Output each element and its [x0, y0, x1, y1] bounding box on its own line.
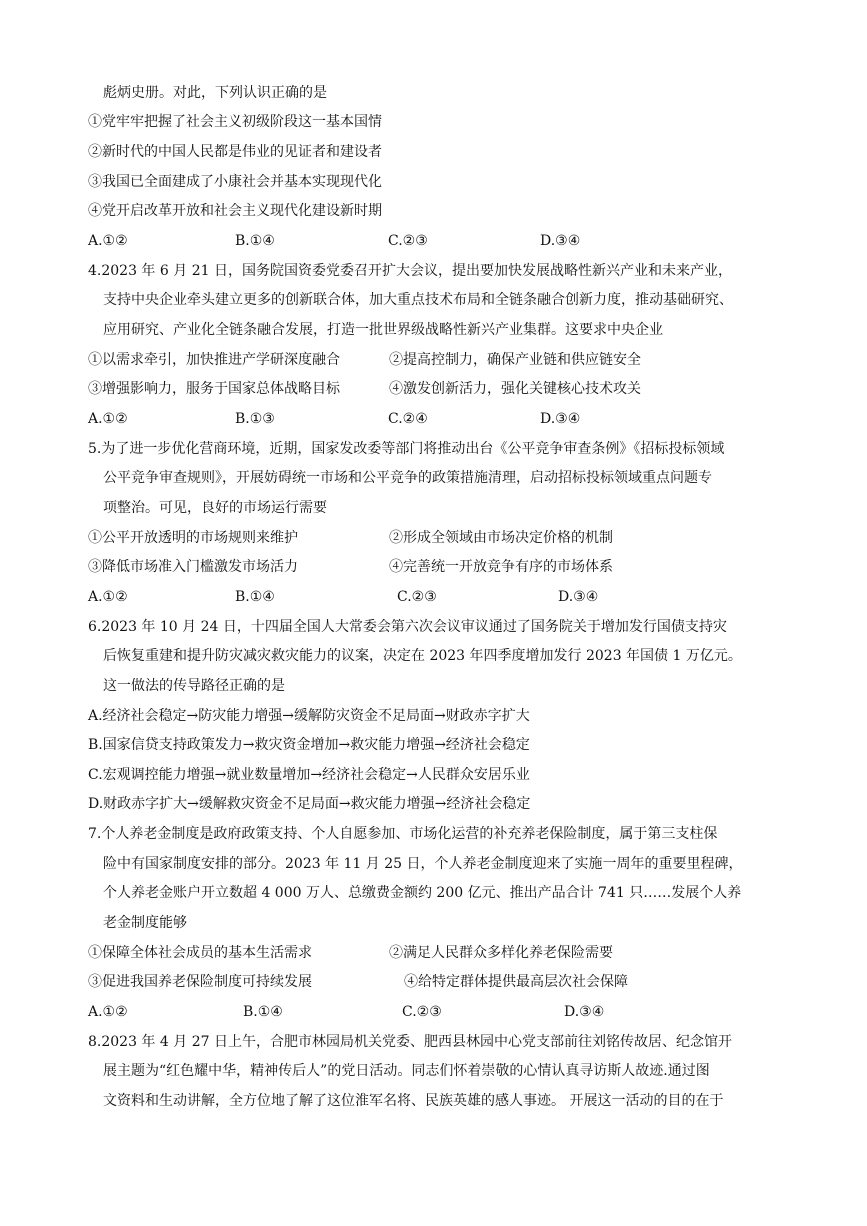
q5-option-b: B.①④	[235, 589, 275, 605]
q7-stem-line-3: 个人养老金账户开立数超 4 000 万人、总缴费金额约 200 亿元、推出产品合计 741 只……发展个人养	[103, 885, 742, 901]
q6-choice-d: D.财政赤字扩大→缓解救灾资金不足局面→救灾能力增强→经济社会稳定	[88, 796, 531, 812]
q7-item-3: ③促进我国养老保险制度可持续发展	[88, 974, 312, 990]
q5-item-4: ④完善统一开放竞争有序的市场体系	[389, 559, 613, 575]
q7-option-c: C.②③	[402, 1004, 442, 1020]
q6-choice-a: A.经济社会稳定→防灾能力增强→缓解防灾资金不足局面→财政赤字扩大	[88, 708, 530, 724]
q4-stem-line-3: 应用研究、产业化全链条融合发展，打造一批世界级战略性新兴产业集群。这要求中央企业	[103, 322, 663, 338]
q6-choice-b: B.国家信贷支持政策发力→救灾资金增加→救灾能力增强→经济社会稳定	[88, 737, 530, 753]
q7-option-d: D.③④	[564, 1004, 605, 1020]
q3-option-b: B.①④	[235, 233, 275, 249]
q3-item-3: ③我国已全面建成了小康社会并基本实现现代化	[88, 174, 382, 190]
q4-item-4: ④激发创新活力，强化关键核心技术攻关	[389, 381, 641, 397]
q4-option-b: B.①③	[235, 411, 275, 427]
q4-item-1: ①以需求牵引，加快推进产学研深度融合	[88, 352, 340, 368]
q5-option-c: C.②③	[397, 589, 437, 605]
q3-item-1: ①党牢牢把握了社会主义初级阶段这一基本国情	[88, 114, 382, 130]
q8-stem-line-3: 文资料和生动讲解，全方位地了解了这位淮军名将、民族英雄的感人事迹。 开展这一活动的目的在于	[103, 1093, 724, 1109]
q3-option-c: C.②③	[388, 233, 428, 249]
q3-item-4: ④党开启改革开放和社会主义现代化建设新时期	[88, 203, 382, 219]
q5-stem-line-1: 5.为了进一步优化营商环境，近期，国家发改委等部门将推动出台《公平竞争审查条例》《招标投标领域	[88, 441, 725, 457]
q6-stem-line-2: 后恢复重建和提升防灾减灾救灾能力的议案，决定在 2023 年四季度增加发行 2023 年国债 1 万亿元。	[103, 648, 742, 664]
q7-option-a: A.①②	[88, 1004, 128, 1020]
q7-item-4: ④给特定群体提供最高层次社会保障	[404, 974, 628, 990]
q5-item-3: ③降低市场准入门槛激发市场活力	[88, 559, 298, 575]
q5-item-1: ①公平开放透明的市场规则来维护	[88, 530, 298, 546]
q4-option-a: A.①②	[88, 411, 128, 427]
q4-item-2: ②提高控制力，确保产业链和供应链安全	[389, 352, 641, 368]
q7-stem-line-4: 老金制度能够	[103, 915, 187, 931]
q8-stem-line-1: 8.2023 年 4 月 27 日上午，合肥市林园局机关党委、肥西县林园中心党支部前往刘铭传故居、纪念馆开	[88, 1034, 732, 1050]
q6-choice-c: C.宏观调控能力增强→就业数量增加→经济社会稳定→人民群众安居乐业	[88, 767, 530, 783]
q3-option-d: D.③④	[540, 233, 581, 249]
q8-stem-line-2: 展主题为“红色耀中华，精神传后人”的党日活动。同志们怀着崇敬的心情认真寻访斯人故迹.通过图	[103, 1063, 710, 1079]
q7-stem-line-2: 险中有国家制度安排的部分。2023 年 11 月 25 日，个人养老金制度迎来了实施一周年的重要里程碑，	[103, 856, 743, 872]
q7-stem-line-1: 7.个人养老金制度是政府政策支持、个人自愿参加、市场化运营的补充养老保险制度，属于第三支柱保	[88, 826, 718, 842]
q5-option-a: A.①②	[88, 589, 128, 605]
q7-option-b: B.①④	[243, 1004, 283, 1020]
q6-stem-line-1: 6.2023 年 10 月 24 日，十四届全国人大常委会第六次会议审议通过了国务院关于增加发行国债支持灾	[88, 619, 727, 635]
q4-stem-line-2: 支持中央企业牵头建立更多的创新联合体，加大重点技术布局和全链条融合创新力度，推动基础研究、	[103, 292, 733, 308]
q3-option-a: A.①②	[88, 233, 128, 249]
q7-item-2: ②满足人民群众多样化养老保险需要	[389, 945, 613, 961]
q6-stem-line-3: 这一做法的传导路径正确的是	[103, 678, 285, 694]
q3-item-2: ②新时代的中国人民都是伟业的见证者和建设者	[88, 144, 382, 160]
q5-option-d: D.③④	[558, 589, 599, 605]
q3-stem-tail: 彪炳史册。对此，下列认识正确的是	[103, 85, 327, 101]
q4-item-3: ③增强影响力，服务于国家总体战略目标	[88, 381, 340, 397]
q4-option-c: C.②④	[388, 411, 428, 427]
q5-item-2: ②形成全领域由市场决定价格的机制	[389, 530, 613, 546]
q4-stem-line-1: 4.2023 年 6 月 21 日，国务院国资委党委召开扩大会议，提出要加快发展战略性新兴产业和未来产业，	[88, 263, 732, 279]
q5-stem-line-3: 项整治。可见，良好的市场运行需要	[103, 500, 327, 516]
q7-item-1: ①保障全体社会成员的基本生活需求	[88, 945, 312, 961]
q4-option-d: D.③④	[540, 411, 581, 427]
q5-stem-line-2: 公平竞争审查规则》，开展妨碍统一市场和公平竞争的政策措施清理，启动招标投标领域重点问题专	[103, 470, 712, 486]
